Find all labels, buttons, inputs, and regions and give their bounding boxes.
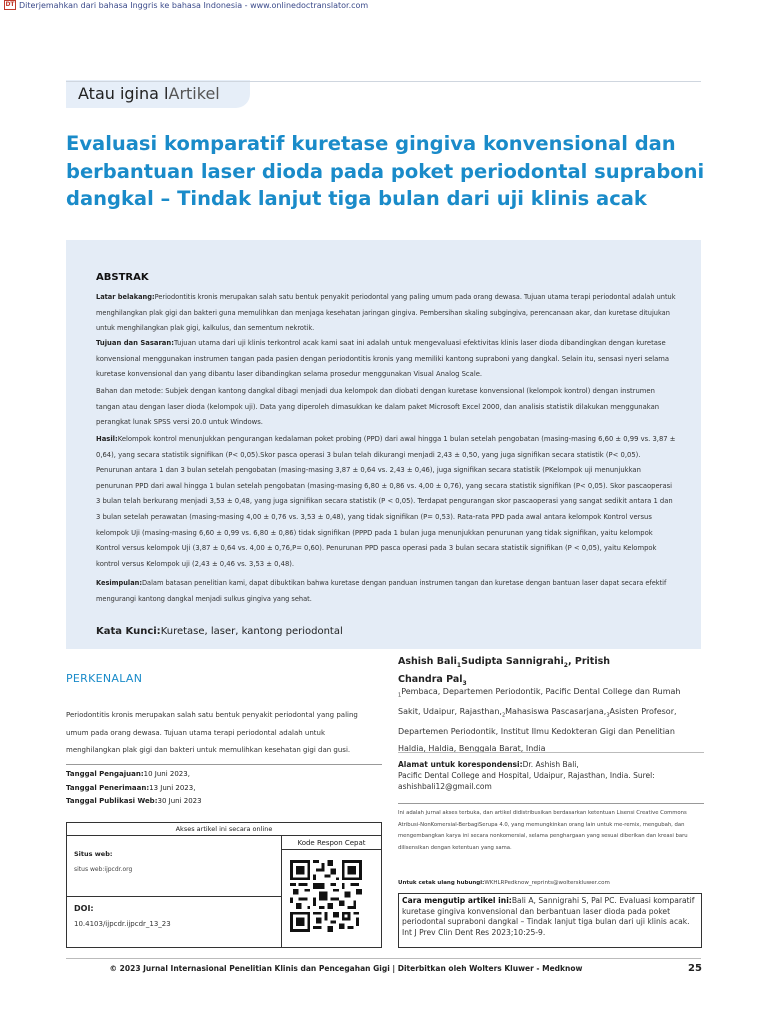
- abstract-background: [96, 290, 676, 337]
- keywords: [96, 626, 343, 637]
- author-3-sup: 3: [462, 679, 467, 687]
- citation-label: Cara mengutip artikel ini:: [402, 896, 512, 905]
- results-text: Kelompok kontrol menunjukkan pengurangan kedalaman poket probing (PPD) dari awal hingga 1 bulan setelah pengobatan (masing-masing 6,60 ± 0,99 vs. 3,87 ± 0,64), yang secara statistik signifikan (P< 0,05).Skor pasca operasi 3 bulan telah dikurangi menjadi 2,43 ± 0,50, yang juga signifikan secara statistik (P< 0,05). Penurunan antara 1 dan 3 bulan setelah pengobatan (masing-masing 3,87 ± 0,64 vs. 2,43 ± 0,46), juga signifikan secara statistik (PKelompok uji menunjukkan penurunan PPD dari awal hingga 1 bulan setelah pengobatan (masing-masing 6,80 ± 0,86 vs. 4,00 ± 0,76), yang secara statistik signifikan (P< 0,05). Skor pascaoperasi 3 bulan telah berkurang menjadi 3,53 ± 0,48, yang juga signifikan secara statistik (P < 0,05). Terdapat pengurangan skor pascaoperasi yang sangat sedikit antara 1 dan 3 bulan setelah perawatan (masing-masing 4,00 ± 0,76 vs. 3,53 ± 0,48), yang tidak signifikan (P= 0,53). Rata-rata PPD pada awal antara kelompok Kontrol versus kelompok Uji (masing-masing 6,60 ± 0,99 vs. 6,80 ± 0,86) tidak signifikan (PPPD pada 1 bulan juga menunjukkan penurunan yang tidak signifikan, yaitu kelompok Kontrol versus kelompok Uji (3,87 ± 0,64 vs. 4,00 ± 0,76,P= 0,60). Penurunan PPD pasca operasi pada 3 bulan secara statistik signifikan (P < 0,05), yaitu Kelompok kontrol versus Kelompok uji (2,43 ± 0,46 vs. 3,53 ± 0,48).: [96, 435, 676, 568]
- intro-heading: PERKENALAN: [66, 672, 143, 685]
- aims-label: Tujuan dan Sasaran:: [96, 339, 174, 347]
- doi-link[interactable]: 10.4103/ijpcdr.ijpcdr_13_23: [74, 920, 171, 928]
- citation-text: Bali A, Sannigrahi S, Pal PC. Evaluasi komparatif kuretase gingiva konvensional dan berbantuan laser dioda pada poket periodontal supraboni dangkal – Tindak lanjut tiga bulan dari uji klinis acak. Int J Prev Clin Dent Res 2023;10:25-9.: [402, 896, 695, 937]
- section-label-left: Atau igina l: [78, 84, 169, 103]
- article-title: Evaluasi komparatif kuretase gingiva konvensional dan berbantuan laser dioda pada poket periodontal supraboni dangkal – Tindak lanjut tiga bulan dari uji klinis acak: [66, 132, 705, 210]
- date-published-label: Tanggal Publikasi Web:: [66, 797, 158, 805]
- website-link[interactable]: situs web:ijpcdr.org: [74, 866, 133, 873]
- translator-notice-text: Diterjemahkan dari bahasa Inggris ke bahasa Indonesia - www.onlinedoctranslator.com: [19, 0, 369, 10]
- affil-2-num: 2: [501, 712, 506, 719]
- reprints: [398, 880, 704, 886]
- translator-logo-icon: DT: [5, 1, 15, 8]
- citation: [402, 896, 700, 938]
- article-dates: [66, 768, 202, 809]
- correspondence: [398, 759, 704, 792]
- qr-label: Kode Respon Cepat: [281, 836, 382, 850]
- author-2-sup: 2: [563, 661, 568, 669]
- footer-rule: [66, 958, 701, 959]
- correspondence-label: Alamat untuk korespondensi:: [398, 760, 523, 769]
- date-accepted: [66, 782, 202, 796]
- date-published: [66, 795, 202, 809]
- section-label: [78, 84, 220, 103]
- abstract-conclusion: [96, 576, 676, 607]
- conclusion-text: Dalam batasan penelitian kami, dapat dibuktikan bahwa kuretase dengan panduan instrumen tangan dan kuretase dengan bantuan laser dapat secara efektif mengurangi kantong dangkal menjadi sulkus gingiva yang sehat.: [96, 579, 667, 603]
- header-rule: [66, 81, 701, 82]
- affiliation-rule: [398, 752, 704, 753]
- reprints-email[interactable]: WKHLRPedknow_reprints@wolterskluwer.com: [484, 880, 610, 886]
- results-label: Hasil:: [96, 435, 118, 443]
- section-label-right: Artikel: [168, 84, 220, 103]
- access-divider: [281, 835, 282, 948]
- author-1: Ashish Bali: [398, 656, 457, 667]
- affil-1: Pembaca, Departemen Periodontik, Pacific Dental College dan Rumah Sakit, Udaipur, Rajasthan,: [398, 687, 681, 717]
- abstract-methods: Bahan dan metode: Subjek dengan kantong dangkal dibagi menjadi dua kelompok dan diobati dengan kuretase konvensional (kelompok kontrol) dengan instrumen tangan atau dengan laser dioda (kelompok uji). Data yang diperoleh dimasukkan ke dalam paket Microsoft Excel 2000, dan analisis statistik dilakukan menggunakan perangkat lunak SPSS versi 20.0 untuk Windows.: [96, 387, 660, 427]
- dates-rule: [66, 764, 382, 765]
- affil-1-num: 1: [398, 692, 402, 699]
- author-1-sup: 1: [456, 661, 462, 669]
- license-rule: [398, 803, 704, 804]
- keywords-label: Kata Kunci:: [96, 626, 161, 637]
- page-number: 25: [688, 963, 702, 974]
- license-text: Ini adalah jurnal akses terbuka, dan artikel didistribusikan berdasarkan ketentuan Lisensi Creative Commons Atribusi-NonKomersial-BerbagiSerupa 4.0, yang memungkinkan orang lain untuk me-remix, mengubah, dan mengembangkan karya ini secara nonkomersial, selama penghargaan yang sesuai diberikan dan kreasi baru dilisensikan dengan ketentuan yang sama.: [398, 810, 688, 851]
- keywords-text: Kuretase, laser, kantong periodontal: [160, 626, 343, 637]
- aims-text: Tujuan utama dari uji klinis terkontrol acak kami saat ini adalah untuk mengevaluasi efektivitas klinis laser dioda dibandingkan dengan kuretase konvensional menggunakan instrumen tangan pada pasien dengan periodontitis kronis yang memiliki kantong supraboni yang dangkal. Selain itu, sensasi nyeri selama kuretase konvensional dan yang dibantu laser dibandingkan selama prosedur menggunakan Visual Analog Scale.: [96, 339, 670, 379]
- author-3: Chandra Pal: [398, 673, 463, 685]
- website-label: Situs web:: [74, 850, 113, 858]
- footer: © 2023 Jurnal Internasional Penelitian Klinis dan Pencegahan Gigi | Diterbitkan oleh Wolters Kluwer - Medknow: [109, 964, 583, 973]
- affil-3: Asisten Profesor, Departemen Periodontik, Institut Ilmu Kedokteran Gigi dan Penelitian Haldia, Haldia, Benggala Barat, India: [398, 707, 677, 753]
- doi-label: DOI:: [74, 904, 94, 913]
- author-3-sep: , Pritish: [567, 656, 611, 667]
- background-text: Periodontitis kronis merupakan salah satu bentuk penyakit periodontal yang paling umum pada orang dewasa. Tujuan utama terapi periodontal adalah untuk menghilangkan plak gigi dan bakteri guna memulihkan dan menjaga kesehatan jaringan gingiva. Pembersihan skaling subgingiva, perencanaan akar, dan kuretase ditujukan untuk menghilangkan plak gigi, kalkulus, dan sementum nekrotik.: [96, 293, 676, 333]
- reprints-label: Untuk cetak ulang hubungi:: [398, 880, 485, 886]
- date-submitted-label: Tanggal Pengajuan:: [66, 770, 144, 778]
- abstract-heading: ABSTRAK: [96, 272, 149, 283]
- abstract-aims: [96, 336, 676, 383]
- date-accepted-label: Tanggal Penerimaan:: [66, 783, 150, 792]
- affiliations: [398, 684, 704, 757]
- abstract-results: [96, 432, 676, 572]
- correspondence-address[interactable]: Pacific Dental College and Hospital, Udaipur, Rajasthan, India. Surel: ashishbali12@gmail.com: [398, 771, 655, 791]
- qr-code-icon[interactable]: [290, 860, 362, 932]
- intro-text: Periodontitis kronis merupakan salah satu bentuk penyakit periodontal yang paling umum pada orang dewasa. Tujuan utama terapi periodontal adalah untuk menghilangkan plak gigi dan bakteri untuk memulihkan kesehatan gigi dan gusi.: [66, 711, 358, 754]
- date-accepted-value: 13 Juni 2023,: [149, 783, 196, 792]
- background-label: Latar belakang:: [96, 293, 155, 301]
- affil-3-num: 3: [606, 712, 610, 719]
- translator-notice[interactable]: [4, 0, 368, 10]
- affil-2: Mahasiswa Pascasarjana,: [505, 707, 607, 717]
- date-submitted-value: 10 Juni 2023,: [143, 770, 190, 778]
- access-heading: Akses artikel ini secara online: [66, 822, 382, 836]
- date-published-value: 30 Juni 2023: [157, 797, 202, 805]
- author-2: Sudipta Sannigrahi: [461, 656, 564, 667]
- conclusion-label: Kesimpulan:: [96, 579, 142, 587]
- date-submitted: [66, 768, 202, 782]
- doi-rule: [66, 896, 281, 897]
- correspondence-name: Dr. Ashish Bali,: [522, 760, 579, 769]
